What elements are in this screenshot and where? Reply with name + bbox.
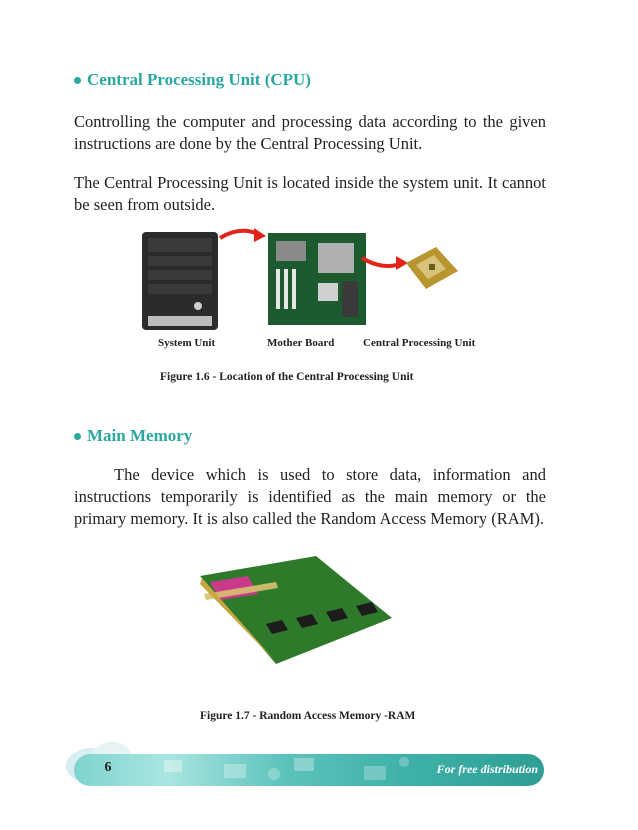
cpu-label: Central Processing Unit	[363, 337, 476, 349]
figure-1-6-caption: Figure 1.6 - Location of the Central Processing Unit	[160, 371, 414, 383]
motherboard-image	[268, 233, 366, 325]
arrow-system-to-board	[218, 224, 268, 246]
system-unit-label: System Unit	[158, 337, 216, 349]
cpu-chip-image	[402, 245, 460, 293]
memory-heading	[74, 426, 192, 446]
figure-1-7-caption: Figure 1.7 - Random Access Memory -RAM	[200, 710, 416, 722]
cpu-heading	[74, 70, 311, 90]
bullet-icon	[74, 433, 81, 440]
memory-heading-text: Main Memory	[87, 426, 193, 445]
cpu-paragraph-1: Controlling the computer and processing data according to the given instructions are done by the Central Processing Unit.	[74, 112, 546, 153]
cpu-paragraph-2: The Central Processing Unit is located inside the system unit. It cannot be seen from outside.	[74, 173, 546, 214]
page-number: 6	[104, 760, 112, 775]
mother-board-label: Mother Board	[267, 337, 335, 349]
free-distribution-text: For free distribution	[436, 762, 538, 776]
cpu-heading-text: Central Processing Unit (CPU)	[87, 70, 311, 89]
ram-module-image	[196, 554, 396, 674]
system-unit-image	[140, 230, 220, 332]
memory-paragraph: The device which is used to store data, information and instructions temporarily is identified as the main memory or the primary memory. It is also called the Random Access Memory (RAM).	[74, 465, 546, 528]
bullet-icon	[74, 77, 81, 84]
